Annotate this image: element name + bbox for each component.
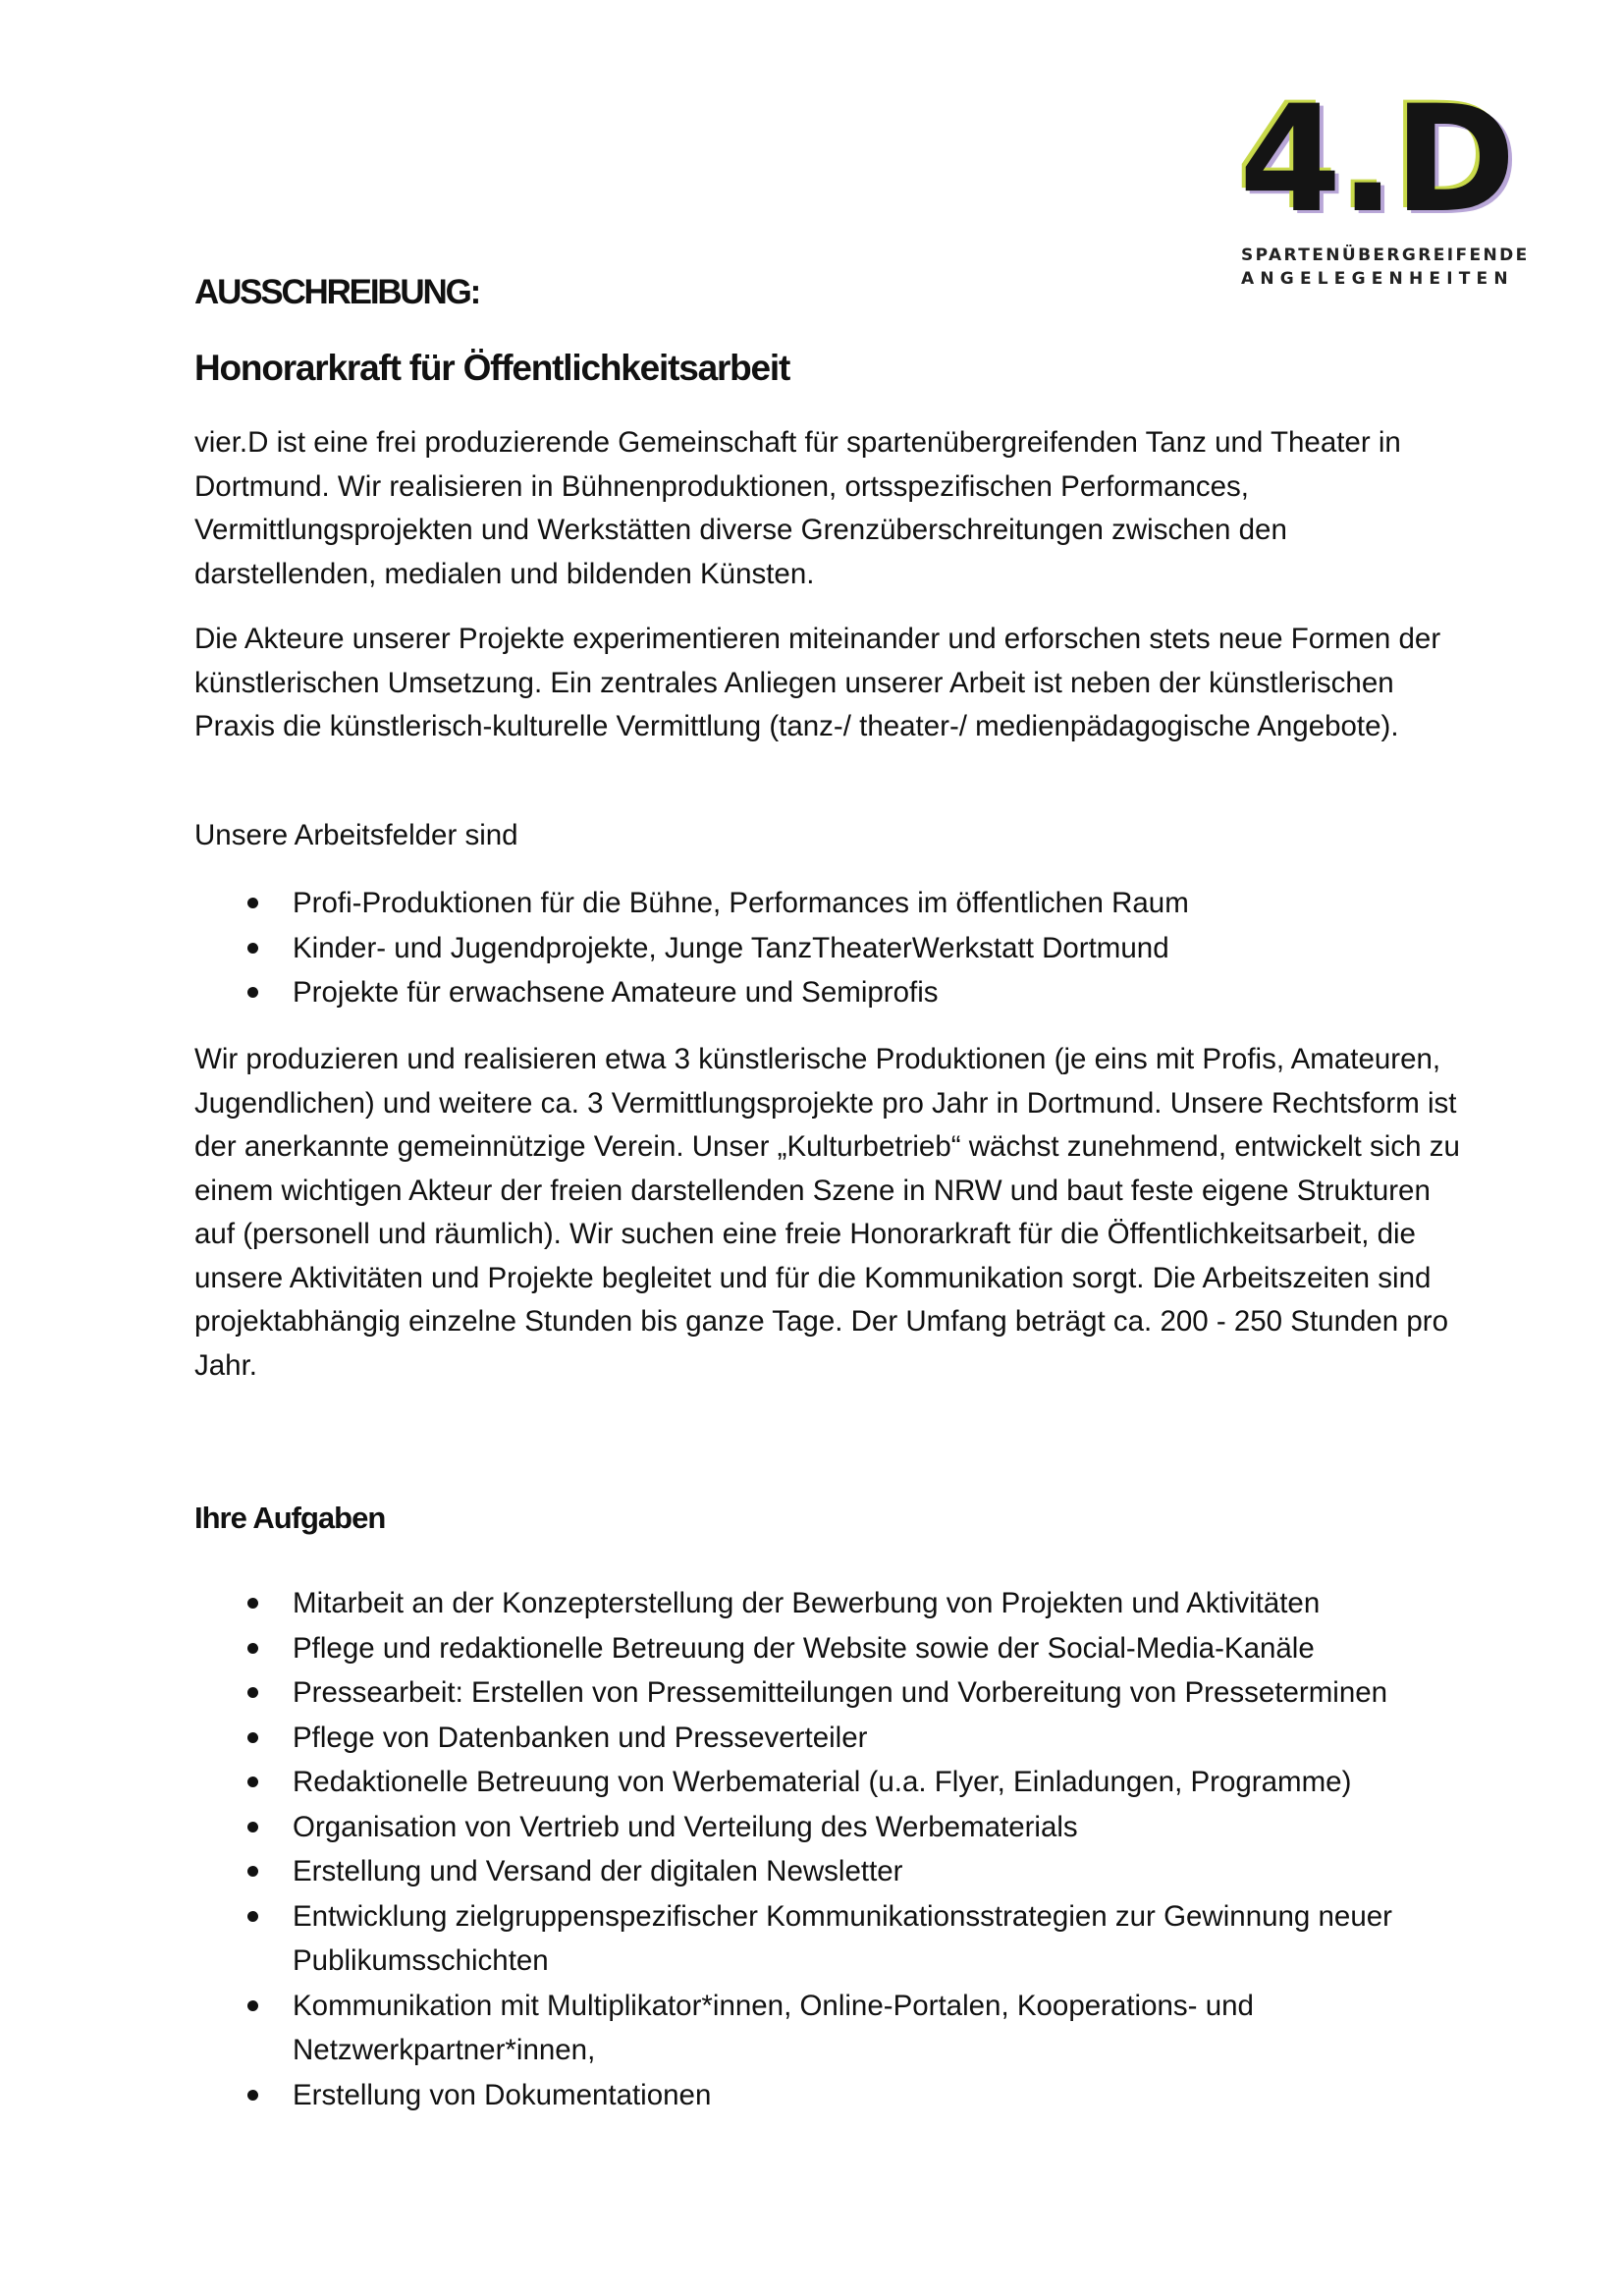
intro-paragraph-3: Unsere Arbeitsfelder sind (194, 819, 518, 851)
list-item (194, 1894, 1471, 1984)
bullet-icon (247, 943, 258, 954)
bullet-icon (247, 898, 258, 908)
document-title: Honorarkraft für Öffentlichkeitsarbeit (194, 348, 790, 388)
list-item (194, 1805, 1471, 1850)
list-item (194, 970, 1471, 1015)
list-item-text: Kommunikation mit Multiplikator*innen, Online-Portalen, Kooperations- und Netzwerkpartner*innen, (293, 1989, 1254, 2066)
list-item-text: Projekte für erwachsene Amateure und Semiprofis (293, 976, 939, 1009)
list-item (194, 2073, 1471, 2118)
bullet-icon (247, 987, 258, 998)
logo-tagline-line2: ANGELEGENHEITEN (1241, 269, 1514, 289)
list-item (194, 1581, 1471, 1626)
about-paragraph: Wir produzieren und realisieren etwa 3 künstlerische Produktionen (je eins mit Profis, Amateuren, Jugendlichen) und weitere ca. 3 Vermittlungsprojekte pro Jahr in Dortmund. Unsere Rechtsform ist der anerkannte gemeinnützige Verein. Unser „Kulturbetrieb“ wächst zunehmend, entwickelt sich zu einem wichtigen Akteur der freien darstellenden Szene in NRW und baut feste eigene Strukturen auf (personell und räumlich). Wir suchen eine freie Honorarkraft für die Öffentlichkeitsarbeit, die unsere Aktivitäten und Projekte begleitet und für die Kommunikation sorgt. Die Arbeitszeiten sind projektabhängig einzelne Stunden bis ganze Tage. Der Umfang beträgt ca. 200 - 250 Stunden pro Jahr. (194, 1043, 1460, 1382)
work-fields-list (194, 881, 1471, 1015)
bullet-icon (247, 1732, 258, 1743)
logo-tagline-line1: SPARTENÜBERGREIFENDE (1241, 246, 1530, 265)
intro-paragraph-2: Die Akteure unserer Projekte experimentieren miteinander und erforschen stets neue Formen der künstlerischen Umsetzung. Ein zentrales Anliegen unserer Arbeit ist neben der künstlerischen Praxis die künstlerisch-kulturelle Vermittlung (tanz-/ theater-/ medienpädagogische Angebote). (194, 623, 1441, 742)
list-item-text: Mitarbeit an der Konzepterstellung der Bewerbung von Projekten und Aktivitäten (293, 1587, 1321, 1619)
bullet-icon (247, 1687, 258, 1698)
list-item-text: Organisation von Vertrieb und Verteilung des Werbematerials (293, 1810, 1078, 1843)
bullet-icon (247, 1822, 258, 1832)
bullet-icon (247, 2000, 258, 2011)
list-item (194, 1670, 1471, 1716)
bullet-icon (247, 1598, 258, 1609)
list-item (194, 1849, 1471, 1894)
document-kicker: AUSSCHREIBUNG: (194, 273, 480, 311)
intro-paragraph-1: vier.D ist eine frei produzierende Gemeinschaft für spartenübergreifenden Tanz und Theater in Dortmund. Wir realisieren in Bühnenproduktionen, ortsspezifischen Performances, Vermittlungsprojekten und Werkstätten diverse Grenzüberschreitungen zwischen den darstellenden, medialen und bildenden Künsten. (194, 426, 1401, 590)
list-item-text: Entwicklung zielgruppenspezifischer Kommunikationsstrategien zur Gewinnung neuer Publikumsschichten (293, 1899, 1392, 1977)
bullet-icon (247, 1777, 258, 1787)
list-item-text: Erstellung von Dokumentationen (293, 2078, 712, 2111)
list-item (194, 1984, 1471, 2073)
list-item-text: Pflege von Datenbanken und Presseverteiler (293, 1721, 868, 1754)
list-item (194, 1626, 1471, 1671)
bullet-icon (247, 1911, 258, 1922)
list-item-text: Redaktionelle Betreuung von Werbematerial (u.a. Flyer, Einladungen, Programme) (293, 1766, 1352, 1798)
bullet-icon (247, 1866, 258, 1877)
organization-logo (1239, 75, 1534, 293)
list-item (194, 1716, 1471, 1761)
bullet-icon (247, 2090, 258, 2101)
list-item-text: Pressearbeit: Erstellen von Pressemitteilungen und Vorbereitung von Presseterminen (293, 1676, 1388, 1709)
list-item (194, 926, 1471, 971)
logo-mark: 4.D (1239, 75, 1514, 246)
tasks-list (194, 1581, 1471, 2117)
list-item-text: Profi-Produktionen für die Bühne, Performances im öffentlichen Raum (293, 887, 1189, 919)
bullet-icon (247, 1643, 258, 1654)
list-item-text: Pflege und redaktionelle Betreuung der Website sowie der Social-Media-Kanäle (293, 1631, 1315, 1665)
tasks-heading: Ihre Aufgaben (194, 1501, 386, 1535)
list-item (194, 1760, 1471, 1805)
list-item (194, 881, 1471, 926)
list-item-text: Erstellung und Versand der digitalen Newsletter (293, 1855, 903, 1887)
list-item-text: Kinder- und Jugendprojekte, Junge TanzTheaterWerkstatt Dortmund (293, 931, 1169, 964)
